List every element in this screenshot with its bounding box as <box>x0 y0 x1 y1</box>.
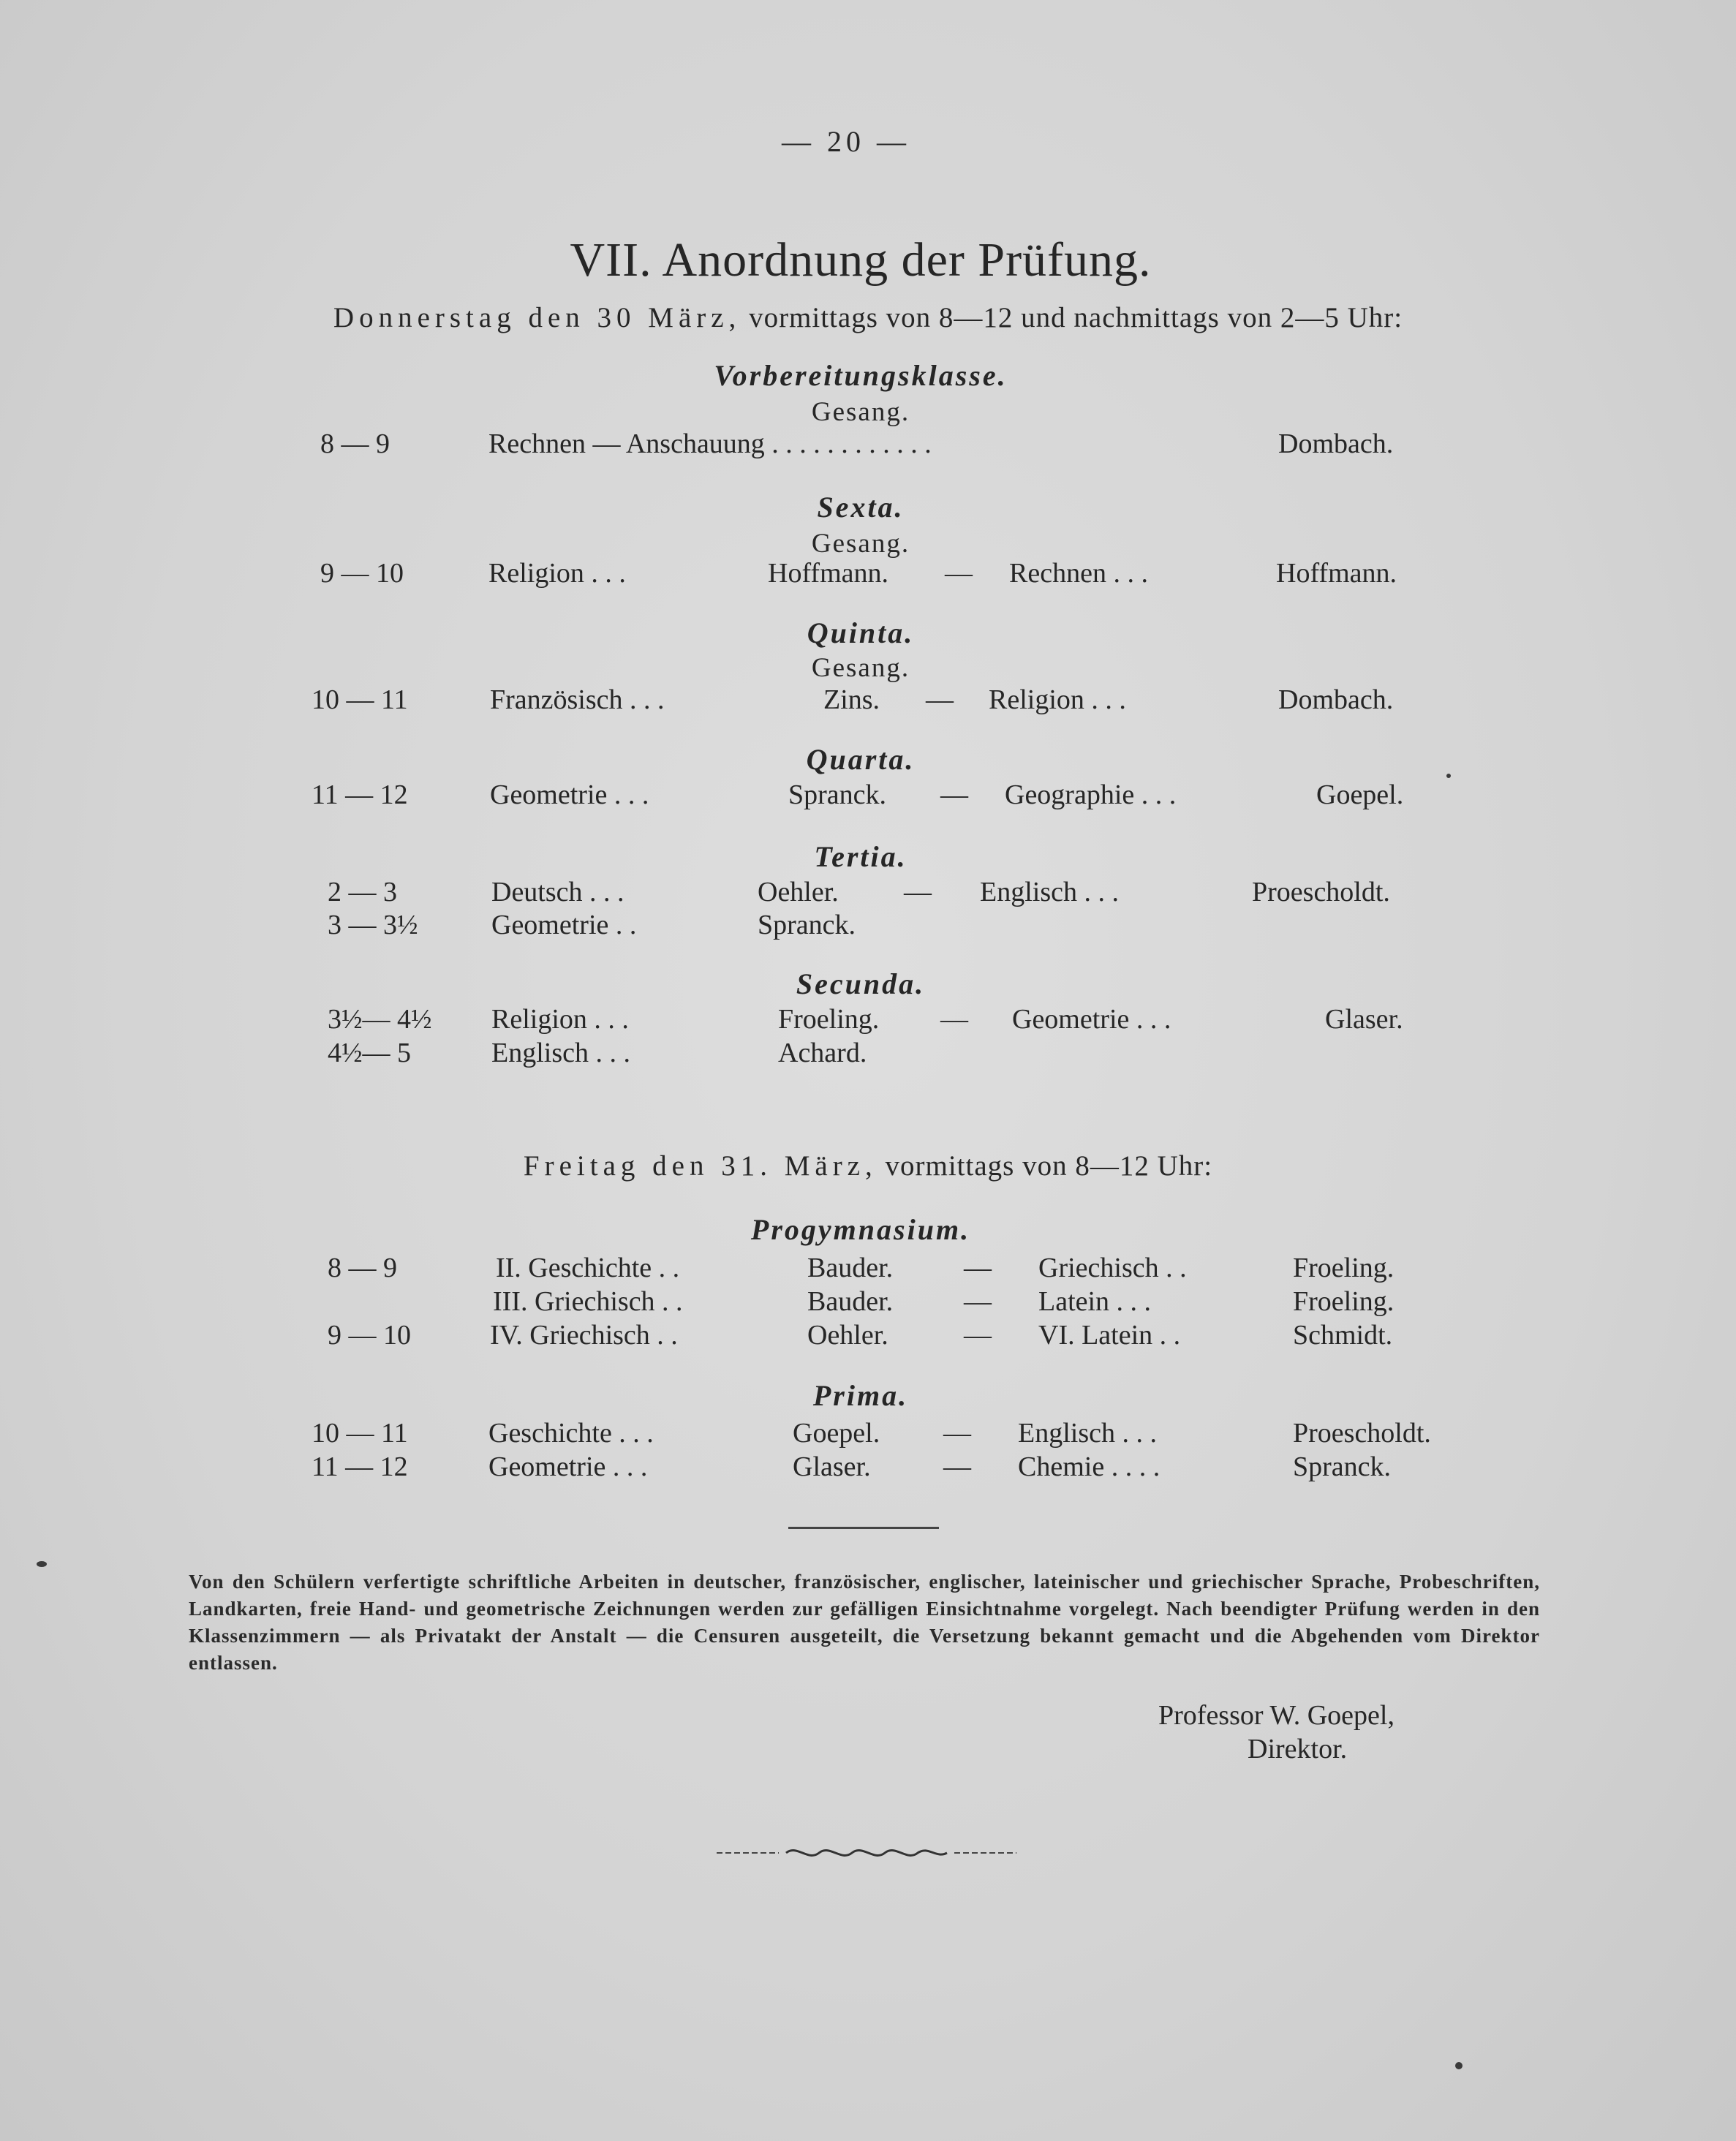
schedule-row <box>0 909 1736 945</box>
row-subject2: VI. Latein . . <box>1038 1320 1181 1351</box>
row-teacher2: Hoffmann. <box>1276 558 1397 589</box>
day2-rest: vormittags von 8—12 Uhr: <box>885 1150 1213 1182</box>
row-teacher2: Froeling. <box>1293 1286 1395 1317</box>
row-subject: Rechnen — Anschauung . . . . . . . . . . . . <box>488 428 932 459</box>
row-teacher2: Dombach. <box>1278 684 1394 715</box>
section-heading: Secunda. <box>796 967 926 1000</box>
row-teacher2: Schmidt. <box>1293 1320 1393 1351</box>
row-teacher: Oehler. <box>807 1320 888 1351</box>
row-sep: — <box>943 1451 971 1482</box>
row-subject: IV. Griechisch . . <box>490 1320 678 1351</box>
schedule-row <box>0 779 1736 815</box>
schedule-row <box>0 876 1736 913</box>
row-subject2: Latein . . . <box>1038 1286 1152 1317</box>
row-subject: Englisch . . . <box>491 1038 630 1068</box>
schedule-row <box>0 1285 1736 1322</box>
row-time: 11 — 12 <box>312 779 408 810</box>
row-sep: — <box>964 1320 992 1351</box>
row-teacher: Spranck. <box>788 779 887 810</box>
row-time: 9 — 10 <box>320 558 404 589</box>
row-sep: — <box>964 1286 992 1317</box>
row-teacher2: Spranck. <box>1293 1451 1392 1482</box>
section-sub: Gesang. <box>811 397 910 427</box>
row-subject: Deutsch . . . <box>491 877 624 907</box>
row-time: 3½— 4½ <box>328 1004 432 1035</box>
section-heading: Quinta. <box>807 616 915 649</box>
row-sep: — <box>904 877 932 907</box>
row-teacher: Achard. <box>778 1038 867 1068</box>
schedule-row <box>0 557 1736 594</box>
row-sep: — <box>945 558 973 589</box>
schedule-row <box>0 1003 1736 1040</box>
ink-speck <box>1446 774 1451 778</box>
schedule-row <box>0 1417 1736 1454</box>
row-time: 8 — 9 <box>320 428 390 459</box>
day1-heading <box>0 301 1736 334</box>
row-time: 3 — 3½ <box>328 910 418 940</box>
row-time: 4½— 5 <box>328 1038 411 1068</box>
row-subject: Geometrie . . . <box>488 1451 648 1482</box>
row-subject: Geometrie . . . <box>490 779 649 810</box>
row-subject2: Griechisch . . <box>1038 1253 1187 1283</box>
row-time: 11 — 12 <box>312 1451 408 1482</box>
schedule-row <box>0 684 1736 720</box>
row-subject2: Geographie . . . <box>1005 779 1177 810</box>
closing-note: Von den Schülern verfertigte schriftliche Arbeiten in deutscher, französischer, englischer, lateinischer und griechischer Sprache, Probeschriften, Landkarten, freie Hand- und geometrische Zeichnungen werden zur gefälligen Einsichtnahme vorgelegt. Nach beendigter Prüfung werden in den Klassenzimmern — als Privatakt der Anstalt — die Censuren ausgeteilt, die Versetzung bekannt gemacht und die Abgehenden vom Direktor entlassen. <box>189 1571 1540 1674</box>
section-heading: Progymnasium. <box>750 1213 971 1246</box>
row-teacher2: Froeling. <box>1293 1253 1395 1283</box>
row-subject: II. Geschichte . . <box>496 1253 680 1283</box>
row-teacher: Oehler. <box>758 877 839 907</box>
row-teacher2: Glaser. <box>1325 1004 1403 1035</box>
section-heading: Prima. <box>812 1379 909 1412</box>
row-time: 9 — 10 <box>328 1320 411 1351</box>
row-sep: — <box>940 779 968 810</box>
row-sep: — <box>940 1004 968 1035</box>
row-teacher: Spranck. <box>758 910 856 940</box>
day2-lead: Freitag den 31. März, <box>523 1150 878 1182</box>
row-teacher: Zins. <box>823 684 880 715</box>
row-subject2: Geometrie . . . <box>1012 1004 1171 1035</box>
schedule-row <box>0 1252 1736 1288</box>
row-subject2: Englisch . . . <box>1018 1418 1157 1449</box>
signature-name: Professor W. Goepel, <box>1158 1700 1395 1731</box>
row-time: 2 — 3 <box>328 877 397 907</box>
ink-speck <box>1455 2062 1463 2069</box>
row-sep: — <box>964 1253 992 1283</box>
row-subject: Geschichte . . . <box>488 1418 654 1449</box>
schedule-row <box>0 428 1736 464</box>
page-number: — 20 — <box>782 125 910 158</box>
row-teacher2: Dombach. <box>1278 428 1394 459</box>
section-sub: Gesang. <box>811 653 910 683</box>
row-subject2: Rechnen . . . <box>1009 558 1148 589</box>
signature-role: Direktor. <box>1248 1734 1348 1764</box>
row-time: 8 — 9 <box>328 1253 397 1283</box>
ink-speck <box>37 1561 47 1567</box>
row-teacher2: Proescholdt. <box>1252 877 1390 907</box>
row-subject: III. Griechisch . . <box>493 1286 683 1317</box>
row-teacher2: Goepel. <box>1316 779 1404 810</box>
page-title: VII. Anordnung der Prüfung. <box>570 233 1152 287</box>
row-subject: Religion . . . <box>491 1004 629 1035</box>
row-subject2: Religion . . . <box>989 684 1126 715</box>
schedule-row <box>0 1037 1736 1073</box>
row-teacher: Froeling. <box>778 1004 880 1035</box>
row-subject2: Chemie . . . . <box>1018 1451 1161 1482</box>
schedule-row <box>0 1319 1736 1356</box>
day1-lead: Donnerstag den 30 März, <box>333 302 741 333</box>
section-sub: Gesang. <box>811 529 910 559</box>
schedule-row <box>0 1451 1736 1487</box>
day1-rest: vormittags von 8—12 und nachmittags von 2—5 Uhr: <box>749 302 1403 333</box>
row-teacher: Hoffmann. <box>768 558 888 589</box>
section-heading: Sexta. <box>817 491 905 524</box>
row-subject2: Englisch . . . <box>980 877 1119 907</box>
row-sep: — <box>926 684 954 715</box>
day2-heading <box>0 1149 1736 1182</box>
row-teacher: Glaser. <box>793 1451 871 1482</box>
row-sep: — <box>943 1418 971 1449</box>
row-teacher2: Proescholdt. <box>1293 1418 1431 1449</box>
ornament-flourish-icon <box>717 1838 1016 1868</box>
section-heading: Vorbereitungsklasse. <box>714 359 1008 392</box>
row-subject: Geometrie . . <box>491 910 637 940</box>
row-subject: Religion . . . <box>488 558 626 589</box>
row-subject: Französisch . . . <box>490 684 665 715</box>
section-heading: Quarta. <box>806 743 916 776</box>
row-teacher: Bauder. <box>807 1253 894 1283</box>
section-heading: Tertia. <box>814 840 907 873</box>
row-time: 10 — 11 <box>312 1418 408 1449</box>
row-teacher: Goepel. <box>793 1418 880 1449</box>
separator-rule <box>788 1527 939 1529</box>
row-time: 10 — 11 <box>312 684 408 715</box>
row-teacher: Bauder. <box>807 1286 894 1317</box>
